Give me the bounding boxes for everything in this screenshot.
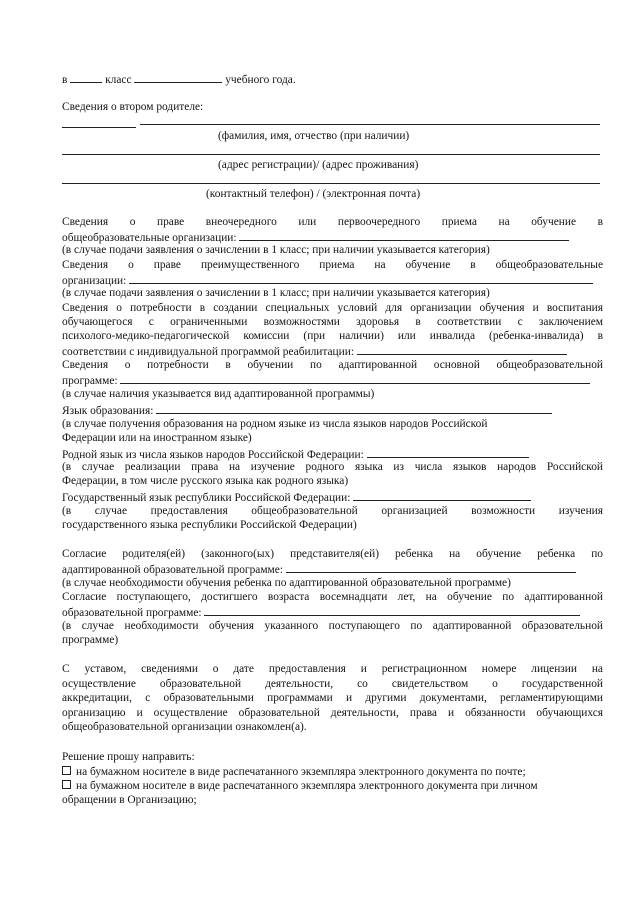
acknowledgement-line3: аккредитации, с образовательными программами и другими документами, регламентирующими bbox=[62, 692, 603, 704]
parents-consent-line1: Согласие родителя(ей) (законного(ых) представителя(ей) ребенка на обучение ребенка по bbox=[62, 548, 603, 560]
preferential-admission-field[interactable] bbox=[129, 272, 593, 284]
class-label: класс bbox=[105, 74, 132, 86]
decision-option-personal-line2: обращении в Организацию; bbox=[62, 794, 197, 806]
adapted-program-field[interactable] bbox=[120, 372, 590, 384]
contacts-field[interactable] bbox=[62, 183, 600, 184]
checkbox-post[interactable] bbox=[62, 766, 71, 775]
special-conditions-line3: психолого-медико-педагогической комиссии (при наличии) или инвалида (ребенка-инвалида) в bbox=[62, 330, 603, 342]
native-language-label: Родной язык из числа языков народов Российской Федерации: bbox=[62, 449, 364, 461]
native-language-note2: Федерации, в том числе русского языка как родного языка) bbox=[62, 475, 349, 487]
academic-year-line bbox=[62, 71, 296, 88]
adult-consent-line1: Согласие поступающего, достигшего возраста восемнадцати лет, на обучение по адаптированной bbox=[62, 591, 603, 603]
second-parent-heading: Сведения о втором родителе: bbox=[62, 101, 204, 113]
academic-year-label: учебного года. bbox=[225, 74, 296, 86]
decision-option-personal-label: на бумажном носителе в виде распечатанного экземпляра электронного документа при личном bbox=[76, 780, 538, 792]
state-language-note1: (в случае предоставления общеобразовательной организацией возможности изучения bbox=[62, 505, 603, 517]
parents-consent-note: (в случае необходимости обучения ребенка по адаптированной образовательной программе) bbox=[62, 577, 511, 589]
native-language-note1: (в случае реализации права на изучение родного языка из числа языков народов Российской bbox=[62, 461, 603, 473]
special-conditions-label: соответствии с индивидуальной программой реабилитации: bbox=[62, 346, 354, 358]
state-language-field[interactable] bbox=[353, 489, 531, 501]
decision-heading: Решение прошу направить: bbox=[62, 751, 195, 763]
in-label: в bbox=[62, 74, 68, 86]
state-language-label: Государственный язык республики Российской Федерации: bbox=[62, 492, 351, 504]
decision-option-post[interactable] bbox=[62, 765, 526, 780]
priority-admission-label: общеобразовательные организации: bbox=[62, 232, 237, 244]
decision-option-post-label: на бумажном носителе в виде распечатанного экземпляра электронного документа по почте; bbox=[76, 766, 526, 778]
acknowledgement-line1: С уставом, сведениями о дате предоставления и регистрационном номере лицензии на bbox=[62, 663, 603, 675]
adult-consent-label: образовательной программе: bbox=[62, 607, 202, 619]
fio-field-part1[interactable] bbox=[62, 127, 136, 128]
preferential-admission-label: организации: bbox=[62, 275, 127, 287]
checkbox-personal[interactable] bbox=[62, 780, 71, 789]
acknowledgement-line5: общеобразовательной организации ознакомлен(а). bbox=[62, 721, 307, 733]
priority-admission-line1: Сведения о праве внеочередного или первоочередного приема на обучение в bbox=[62, 216, 603, 228]
adapted-program-label: программе: bbox=[62, 375, 118, 387]
address-caption: (адрес регистрации)/ (адрес проживания) bbox=[218, 159, 419, 171]
acknowledgement-line4: организацию и осуществление образовательной деятельности, права и обязанности обучающихся bbox=[62, 707, 603, 719]
state-language-note2: государственного языка республики Российской Федерации) bbox=[62, 519, 357, 531]
special-conditions-field[interactable] bbox=[357, 343, 567, 355]
parents-consent-label: адаптированной образовательной программе: bbox=[62, 564, 283, 576]
address-field[interactable] bbox=[62, 154, 600, 155]
fio-field[interactable] bbox=[140, 124, 600, 125]
adult-consent-note2: программе) bbox=[62, 634, 119, 646]
education-language-note2: Федерации или на иностранном языке) bbox=[62, 432, 252, 444]
academic-year-field[interactable] bbox=[134, 71, 222, 83]
education-language-label: Язык образования: bbox=[62, 405, 154, 417]
priority-admission-field[interactable] bbox=[239, 229, 569, 241]
adapted-program-note: (в случае наличия указывается вид адаптированной программы) bbox=[62, 388, 375, 400]
adult-consent-field[interactable] bbox=[204, 604, 580, 616]
adult-consent-note1: (в случае необходимости обучения указанного поступающего по адаптированной образовательной bbox=[62, 620, 603, 632]
decision-option-personal[interactable] bbox=[62, 779, 538, 794]
priority-admission-note: (в случае подачи заявления о зачислении в 1 класс; при наличии указывается категория) bbox=[62, 244, 490, 256]
class-number-field[interactable] bbox=[70, 71, 102, 83]
preferential-admission-note: (в случае подачи заявления о зачислении в 1 класс; при наличии указывается категория) bbox=[62, 287, 490, 299]
acknowledgement-line2: осуществление образовательной деятельности, со свидетельством о государственной bbox=[62, 678, 603, 690]
special-conditions-line2: обучающегося с ограниченными возможностями здоровья в соответствии с заключением bbox=[62, 316, 603, 328]
education-language-note1: (в случае получения образования на родном языке из числа языков народов Российской bbox=[62, 418, 488, 430]
special-conditions-line1: Сведения о потребности в создании специальных условий для организации обучения и воспитания bbox=[62, 302, 603, 314]
education-language-field[interactable] bbox=[156, 402, 552, 414]
fio-caption: (фамилия, имя, отчество (при наличии) bbox=[218, 130, 410, 142]
contacts-caption: (контактный телефон) / (электронная почта) bbox=[206, 188, 421, 200]
parents-consent-field[interactable] bbox=[286, 561, 576, 573]
adapted-program-line1: Сведения о потребности в обучении по адаптированной основной общеобразовательной bbox=[62, 359, 603, 371]
native-language-field[interactable] bbox=[367, 446, 529, 458]
preferential-admission-line1: Сведения о праве преимущественного приема на обучение в общеобразовательные bbox=[62, 259, 603, 271]
